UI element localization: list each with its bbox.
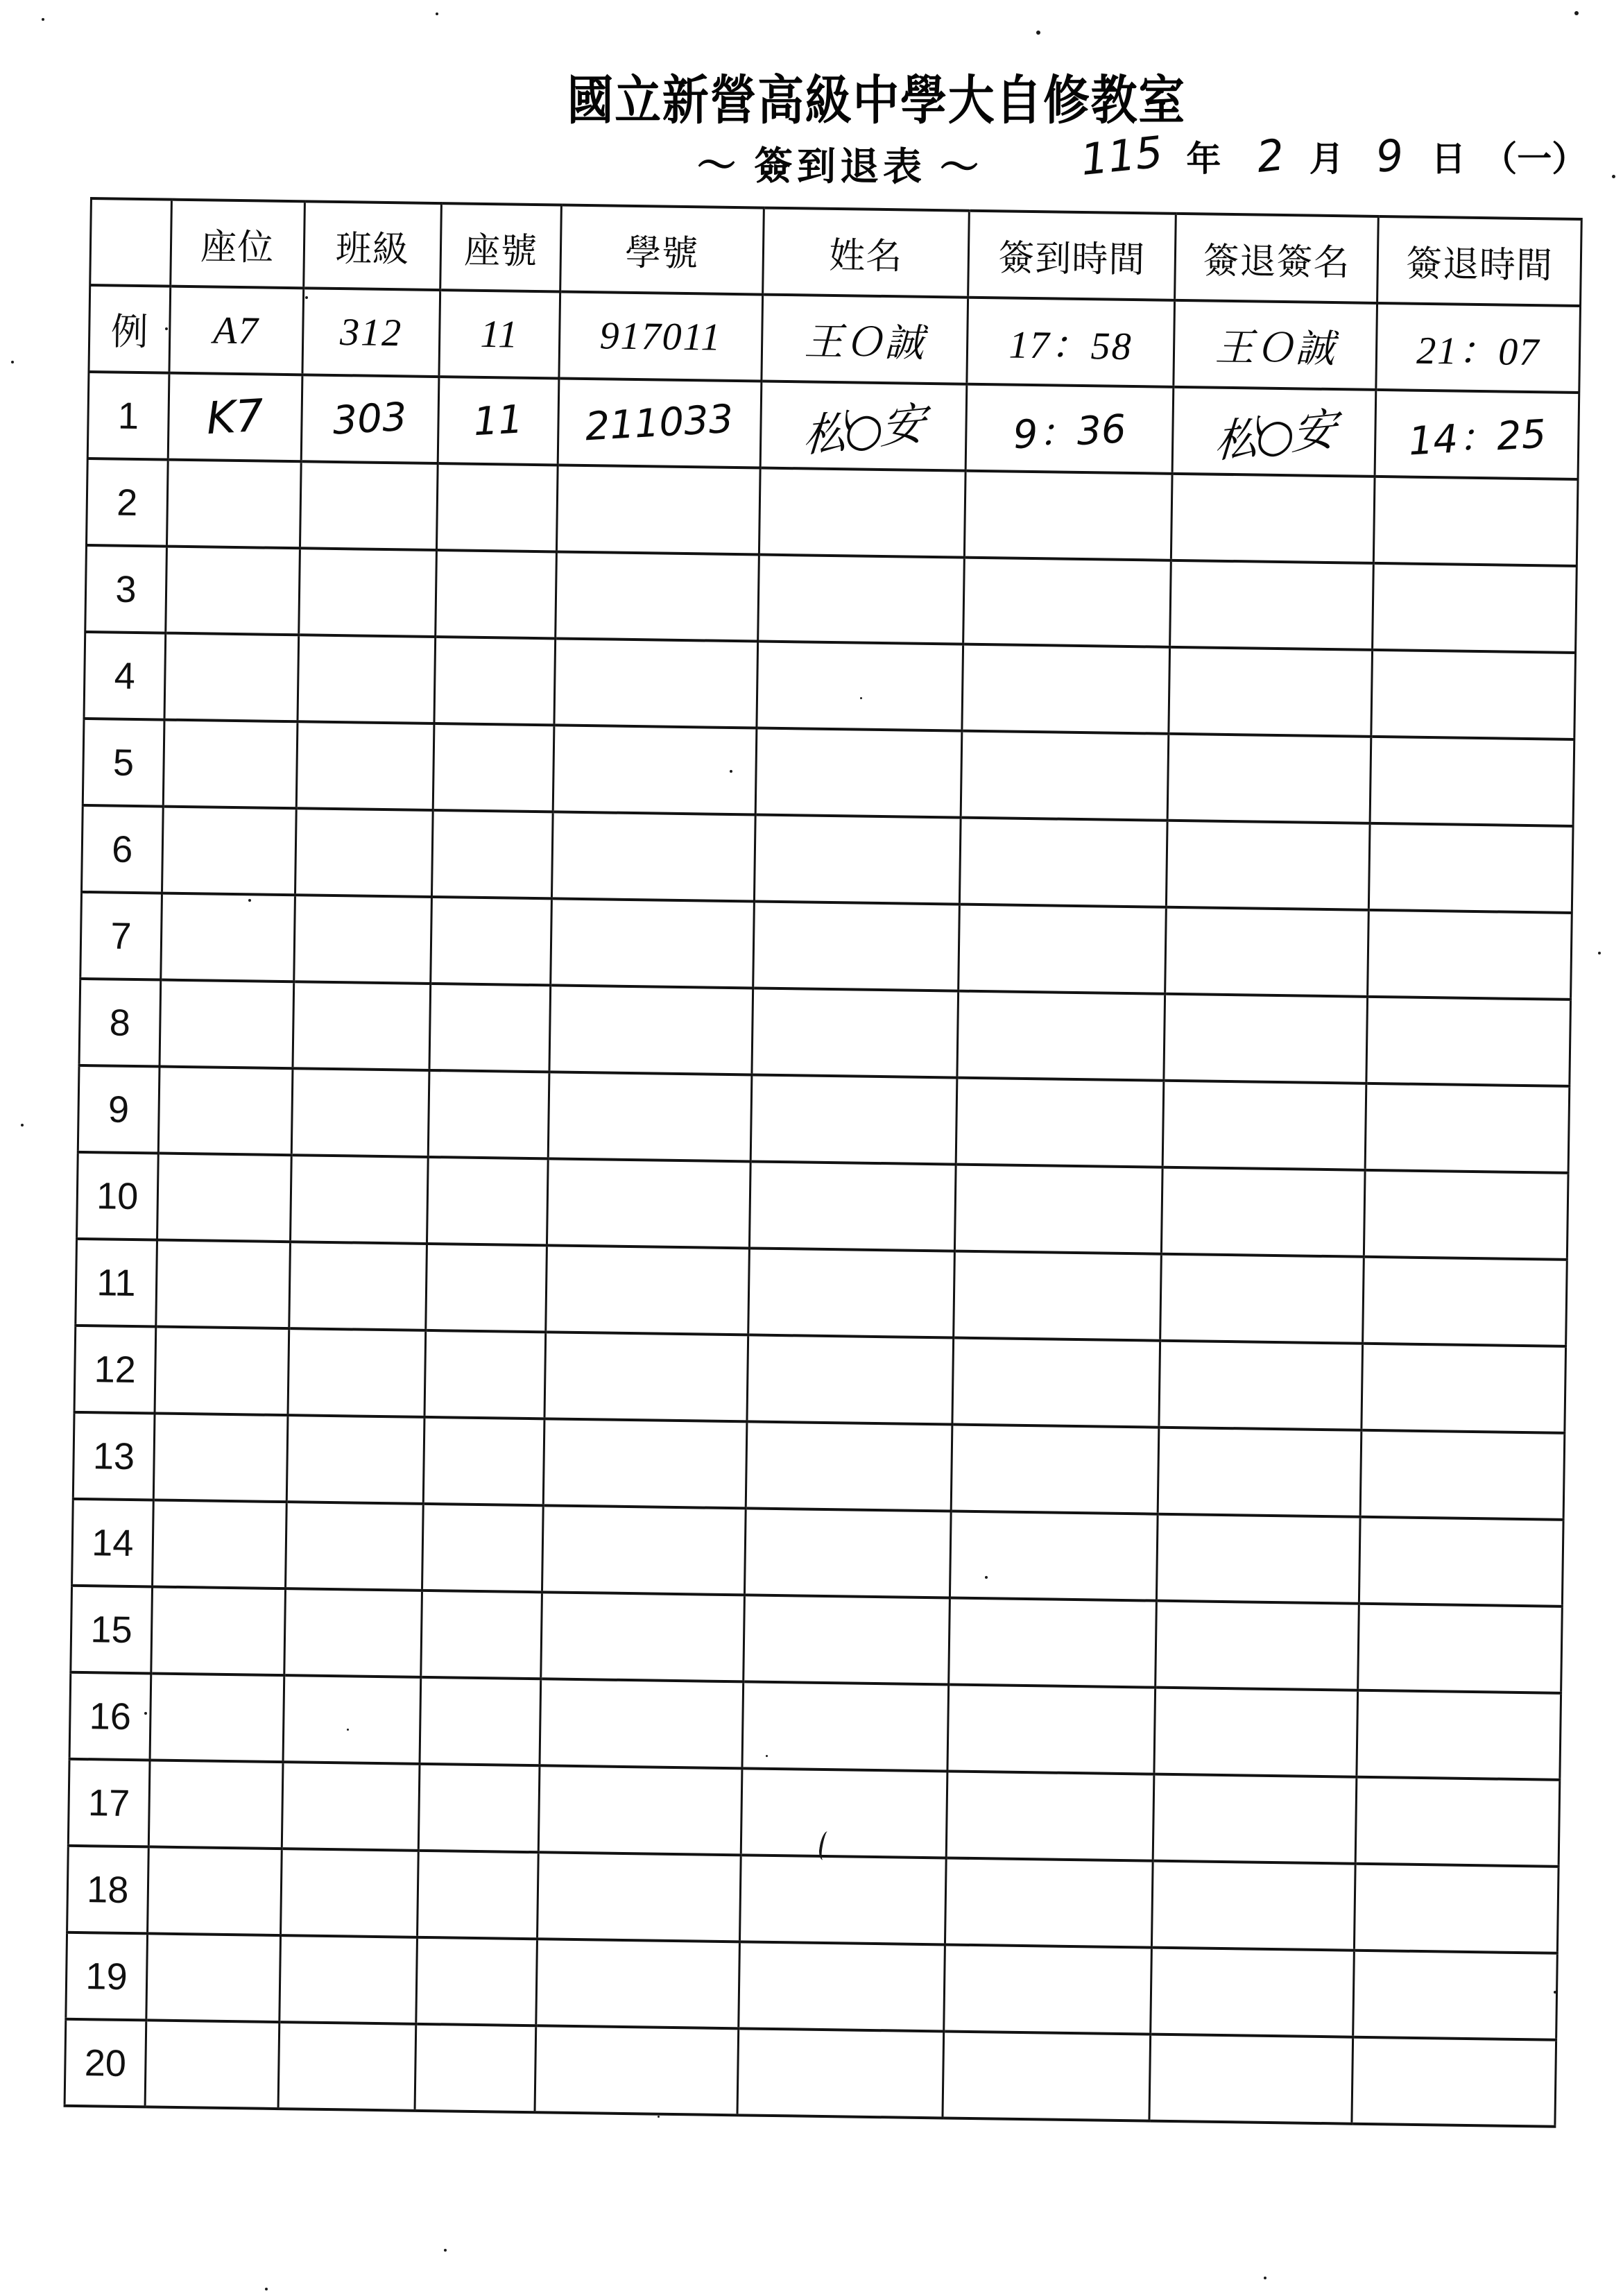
cell-sign_out_time xyxy=(1361,1430,1565,1520)
cell-seat xyxy=(151,1586,285,1675)
cell-sign_out_time xyxy=(1353,1951,1557,2040)
scan-speck xyxy=(444,2249,447,2252)
cell-sign_out_signature xyxy=(1171,474,1375,563)
cell-student_id xyxy=(544,1332,748,1421)
cell-class_no xyxy=(296,721,434,810)
cell-student_id xyxy=(546,1245,749,1335)
cell-student_id xyxy=(556,465,759,554)
cell-name xyxy=(752,988,959,1077)
cell-class_no xyxy=(282,1762,420,1851)
cell-class_no xyxy=(284,1588,422,1677)
cell-student_id xyxy=(553,725,756,814)
cell-sign_in_time xyxy=(956,1078,1163,1167)
col-header-sign-in-time: 簽到時間 xyxy=(968,211,1176,300)
col-header-seat-no: 座號 xyxy=(440,203,561,291)
cell-sign_out_signature xyxy=(1167,734,1371,823)
cell-value: 松○安 xyxy=(1212,403,1335,469)
cell-seat xyxy=(160,980,293,1069)
cell-sign_out_time xyxy=(1355,1864,1558,1953)
cell-name xyxy=(759,468,965,558)
scan-speck xyxy=(305,296,308,299)
cell-student_id xyxy=(548,1072,751,1161)
cell-seat_no xyxy=(427,1157,548,1245)
date-weekday: （一） xyxy=(1482,139,1587,178)
cell-name xyxy=(744,1508,951,1597)
cell-sign_in_time xyxy=(946,1771,1153,1860)
row-label: 9 xyxy=(78,1065,160,1154)
row-label: 14 xyxy=(72,1499,154,1587)
cell-seat_no xyxy=(418,1851,538,1939)
scan-speck xyxy=(11,361,14,363)
cell-name xyxy=(749,1161,956,1251)
cell-sign_out_signature xyxy=(1150,1948,1354,2037)
cell-value: K7 xyxy=(205,390,266,445)
cell-sign_out_signature xyxy=(1151,1861,1355,1951)
cell-name xyxy=(737,2028,944,2118)
cell-seat_no xyxy=(432,810,553,898)
cell-seat_no xyxy=(424,1330,545,1419)
cell-seat_no xyxy=(433,723,553,812)
cell-name xyxy=(748,1248,954,1337)
cell-seat xyxy=(158,1067,292,1156)
cell-sign_out_time xyxy=(1371,650,1575,739)
cell-seat xyxy=(161,893,295,982)
cell-student_id xyxy=(538,1765,741,1855)
cell-name xyxy=(753,901,959,991)
scan-speck xyxy=(658,2116,660,2118)
cell-seat_no xyxy=(426,1244,547,1332)
cell-student_id xyxy=(541,1592,744,1681)
row-label: 20 xyxy=(65,2019,146,2107)
cell-class_no xyxy=(289,1242,427,1330)
cell-sign_in_time xyxy=(945,1858,1153,1947)
cell-student_id xyxy=(536,1939,739,2028)
cell-value: 王Ｏ誠 xyxy=(1214,326,1337,371)
cell-sign_out_time xyxy=(1358,1604,1562,1693)
cell-sign_out_time xyxy=(1362,1344,1565,1433)
col-header-name: 姓名 xyxy=(762,208,969,298)
date-month-value: 2 xyxy=(1254,129,1287,182)
cell-sign_out_signature xyxy=(1161,1167,1365,1257)
cell-seat_no xyxy=(436,550,556,638)
cell-name xyxy=(738,1942,945,2031)
cell-sign_out_signature xyxy=(1154,1688,1358,1777)
cell-value: 松○安 xyxy=(802,397,925,463)
scan-speck xyxy=(860,697,862,699)
cell-class_no xyxy=(297,635,435,723)
cell-sign_in_time xyxy=(951,1425,1158,1514)
row-label: 19 xyxy=(66,1933,148,2021)
row-label: 11 xyxy=(76,1239,157,1327)
cell-sign_out_signature xyxy=(1160,1254,1364,1344)
cell-student_id xyxy=(537,1852,740,1942)
cell-sign_out_signature xyxy=(1156,1514,1360,1604)
cell-sign_out_time xyxy=(1364,1170,1568,1260)
scan-speck xyxy=(730,770,732,773)
cell-student_id xyxy=(551,812,755,901)
cell-sign_out_time xyxy=(1359,1517,1563,1607)
cell-name xyxy=(743,1595,950,1684)
cell-sign_in_time xyxy=(961,731,1168,821)
scan-speck xyxy=(1264,2277,1266,2279)
row-label: 3 xyxy=(85,545,167,633)
cell-class_no xyxy=(300,461,438,550)
cell-class_no xyxy=(288,1328,426,1417)
date-line xyxy=(1078,126,1587,185)
cell-value: 21：07 xyxy=(1416,329,1540,374)
cell-value: 17：58 xyxy=(1008,323,1133,368)
cell-sign_in_time xyxy=(952,1338,1160,1428)
cell-student_id xyxy=(540,1679,743,1768)
cell-sign_in_time xyxy=(965,471,1172,560)
cell-sign_in_time xyxy=(960,818,1167,907)
row-label: 5 xyxy=(83,719,164,807)
cell-class_no xyxy=(295,808,433,897)
cell-seat xyxy=(164,633,298,722)
cell-seat xyxy=(168,373,302,462)
cell-student_id xyxy=(543,1419,746,1508)
date-year-label: 年 xyxy=(1186,139,1221,178)
cell-name xyxy=(755,728,962,817)
row-label: 17 xyxy=(68,1759,150,1847)
cell-sign_out_time xyxy=(1357,1690,1561,1780)
col-header-student-id: 學號 xyxy=(560,205,764,294)
cell-value: 9：36 xyxy=(1012,406,1128,458)
cell-class_no xyxy=(293,895,431,984)
cell-seat xyxy=(152,1500,286,1588)
cell-seat xyxy=(162,807,295,896)
date-day-label: 日 xyxy=(1431,139,1466,178)
scan-speck xyxy=(766,1755,768,1757)
date-month-label: 月 xyxy=(1309,139,1344,178)
cell-sign_in_time xyxy=(963,558,1171,647)
cell-sign_out_signature xyxy=(1164,994,1368,1083)
row-label: 12 xyxy=(74,1326,156,1414)
cell-sign_out_time xyxy=(1352,2037,1556,2127)
cell-name xyxy=(739,1855,946,1944)
cell-name xyxy=(741,1768,947,1858)
scan-speck xyxy=(21,1124,24,1126)
cell-seat_no xyxy=(429,984,550,1072)
row-label: 16 xyxy=(69,1672,151,1760)
cell-value: 14：25 xyxy=(1407,411,1547,464)
cell-student_id xyxy=(551,898,754,988)
cell-sign_out_time xyxy=(1371,737,1574,826)
scan-speck xyxy=(1612,175,1615,178)
cell-seat_no xyxy=(438,377,558,465)
cell-seat xyxy=(166,460,300,549)
cell-name xyxy=(747,1335,954,1424)
cell-name xyxy=(746,1421,952,1511)
cell-name xyxy=(754,814,961,904)
scan-speck xyxy=(248,899,251,902)
cell-student_id xyxy=(535,2025,738,2115)
row-label: 10 xyxy=(77,1152,159,1240)
cell-sign_out_signature xyxy=(1165,907,1368,997)
cell-class_no xyxy=(302,288,440,377)
cell-value: 312 xyxy=(339,310,403,354)
cell-sign_in_time xyxy=(967,298,1174,387)
cell-sign_in_time xyxy=(955,1165,1162,1254)
cell-student_id xyxy=(559,291,762,381)
cell-value: 11 xyxy=(480,312,519,357)
scan-speck xyxy=(1554,1991,1556,1994)
cell-sign_in_time xyxy=(965,384,1173,474)
cell-class_no xyxy=(298,548,436,637)
scan-speck xyxy=(1598,952,1601,954)
cell-name xyxy=(761,295,968,384)
cell-seat_no xyxy=(416,1937,537,2025)
cell-sign_out_signature xyxy=(1174,300,1377,390)
sheet-subtitle: ～ 簽到退表 ～ xyxy=(696,144,984,190)
cell-seat xyxy=(155,1326,289,1415)
cell-sign_out_signature xyxy=(1155,1601,1359,1690)
row-label: 7 xyxy=(80,892,162,980)
scan-speck xyxy=(1036,31,1040,35)
cell-value: 王Ｏ誠 xyxy=(804,320,925,366)
row-label: 2 xyxy=(86,459,168,547)
cell-seat_no xyxy=(439,290,560,378)
date-year-value: 115 xyxy=(1078,126,1165,185)
col-header-class: 班級 xyxy=(303,201,441,290)
cell-seat_no xyxy=(437,463,558,551)
cell-value: 303 xyxy=(332,394,409,444)
scan-speck xyxy=(144,1712,147,1715)
cell-seat xyxy=(147,1847,281,1935)
scan-speck xyxy=(985,1576,988,1579)
cell-sign_out_time xyxy=(1366,1083,1570,1173)
cell-student_id xyxy=(558,378,761,468)
scan-speck xyxy=(42,18,44,21)
cell-seat xyxy=(156,1240,290,1328)
scan-speck xyxy=(436,12,438,15)
cell-value: 917011 xyxy=(599,314,722,359)
cell-sign_out_time xyxy=(1356,1777,1560,1867)
cell-seat xyxy=(157,1154,291,1242)
row-label: 8 xyxy=(79,979,161,1067)
cell-sign_out_signature xyxy=(1162,1081,1366,1170)
cell-class_no xyxy=(278,2022,416,2111)
cell-seat_no xyxy=(421,1591,542,1679)
cell-sign_in_time xyxy=(950,1511,1158,1601)
cell-student_id xyxy=(542,1505,745,1595)
date-day-value: 9 xyxy=(1373,129,1406,182)
cell-sign_out_time xyxy=(1368,910,1572,1000)
cell-sign_in_time xyxy=(949,1598,1156,1688)
cell-seat_no xyxy=(428,1070,549,1158)
cell-seat_no xyxy=(423,1417,544,1505)
cell-class_no xyxy=(286,1415,424,1504)
cell-name xyxy=(742,1681,949,1771)
row-label: 13 xyxy=(73,1412,155,1500)
cell-sign_in_time xyxy=(954,1251,1161,1341)
cell-sign_out_signature xyxy=(1169,647,1373,737)
cell-class_no xyxy=(285,1502,423,1591)
cell-sign_out_signature xyxy=(1153,1774,1357,1864)
cell-seat_no xyxy=(434,637,555,725)
cell-sign_out_signature xyxy=(1172,387,1376,477)
cell-class_no xyxy=(293,982,431,1070)
cell-value: 11 xyxy=(472,397,525,445)
cell-sign_out_time xyxy=(1375,390,1579,479)
cell-sign_out_signature xyxy=(1149,2034,1353,2124)
cell-name xyxy=(757,555,964,644)
cell-sign_in_time xyxy=(957,991,1165,1081)
cell-seat xyxy=(163,720,297,809)
row-label: 18 xyxy=(67,1846,149,1934)
cell-sign_in_time xyxy=(944,1944,1151,2034)
cell-sign_out_time xyxy=(1376,303,1580,393)
cell-class_no xyxy=(279,1935,417,2024)
cell-sign_in_time xyxy=(947,1684,1155,1774)
cell-name xyxy=(760,382,967,471)
cell-class_no xyxy=(291,1068,429,1157)
cell-sign_out_time xyxy=(1374,477,1578,566)
row-label: 6 xyxy=(82,805,164,893)
cell-sign_out_signature xyxy=(1158,1428,1362,1517)
cell-seat xyxy=(148,1760,282,1849)
cell-class_no xyxy=(301,375,439,463)
cell-class_no xyxy=(283,1675,421,1764)
cell-seat xyxy=(169,286,303,375)
cell-sign_in_time xyxy=(959,905,1166,994)
scan-speck xyxy=(347,1729,349,1731)
cell-class_no xyxy=(290,1155,428,1244)
cell-seat_no xyxy=(422,1504,543,1592)
col-header-sign-out-time: 簽退時間 xyxy=(1377,216,1581,306)
cell-seat xyxy=(166,547,300,635)
col-header-blank xyxy=(90,198,172,286)
cell-name xyxy=(756,641,963,730)
scan-speck xyxy=(265,2288,268,2290)
cell-student_id xyxy=(549,985,753,1074)
cell-value: 211033 xyxy=(584,396,735,450)
cell-sign_out_signature xyxy=(1159,1341,1363,1430)
cell-seat xyxy=(150,1673,284,1762)
row-label: 15 xyxy=(71,1586,153,1674)
page-title: 國立新營高級中學大自修教室 xyxy=(567,72,1186,130)
row-label: 例 xyxy=(89,285,171,373)
cell-seat xyxy=(146,1933,280,2022)
scan-speck xyxy=(1574,11,1579,15)
cell-seat xyxy=(153,1413,287,1502)
col-header-seat: 座位 xyxy=(171,200,304,289)
cell-seat_no xyxy=(415,2024,535,2112)
row-label: 4 xyxy=(84,632,166,720)
cell-sign_out_time xyxy=(1363,1257,1567,1346)
cell-student_id xyxy=(556,551,759,641)
cell-student_id xyxy=(547,1158,750,1248)
cell-seat_no xyxy=(418,1764,539,1852)
scan-speck xyxy=(165,327,168,330)
cell-value: A7 xyxy=(212,308,260,352)
cell-student_id xyxy=(554,638,757,728)
cell-sign_in_time xyxy=(943,2031,1150,2121)
cell-sign_out_time xyxy=(1369,823,1573,913)
cell-sign_out_time xyxy=(1373,563,1577,653)
col-header-sign-out-signature: 簽退簽名 xyxy=(1174,214,1378,303)
cell-class_no xyxy=(280,1849,418,1937)
cell-sign_out_signature xyxy=(1166,821,1370,910)
cell-name xyxy=(750,1074,957,1164)
cell-sign_out_time xyxy=(1366,997,1570,1086)
cell-seat_no xyxy=(431,897,551,985)
cell-sign_out_signature xyxy=(1169,560,1373,650)
cell-sign_in_time xyxy=(962,644,1169,734)
cell-seat xyxy=(145,2020,279,2109)
cell-seat_no xyxy=(420,1677,540,1765)
row-label: 1 xyxy=(87,372,169,460)
